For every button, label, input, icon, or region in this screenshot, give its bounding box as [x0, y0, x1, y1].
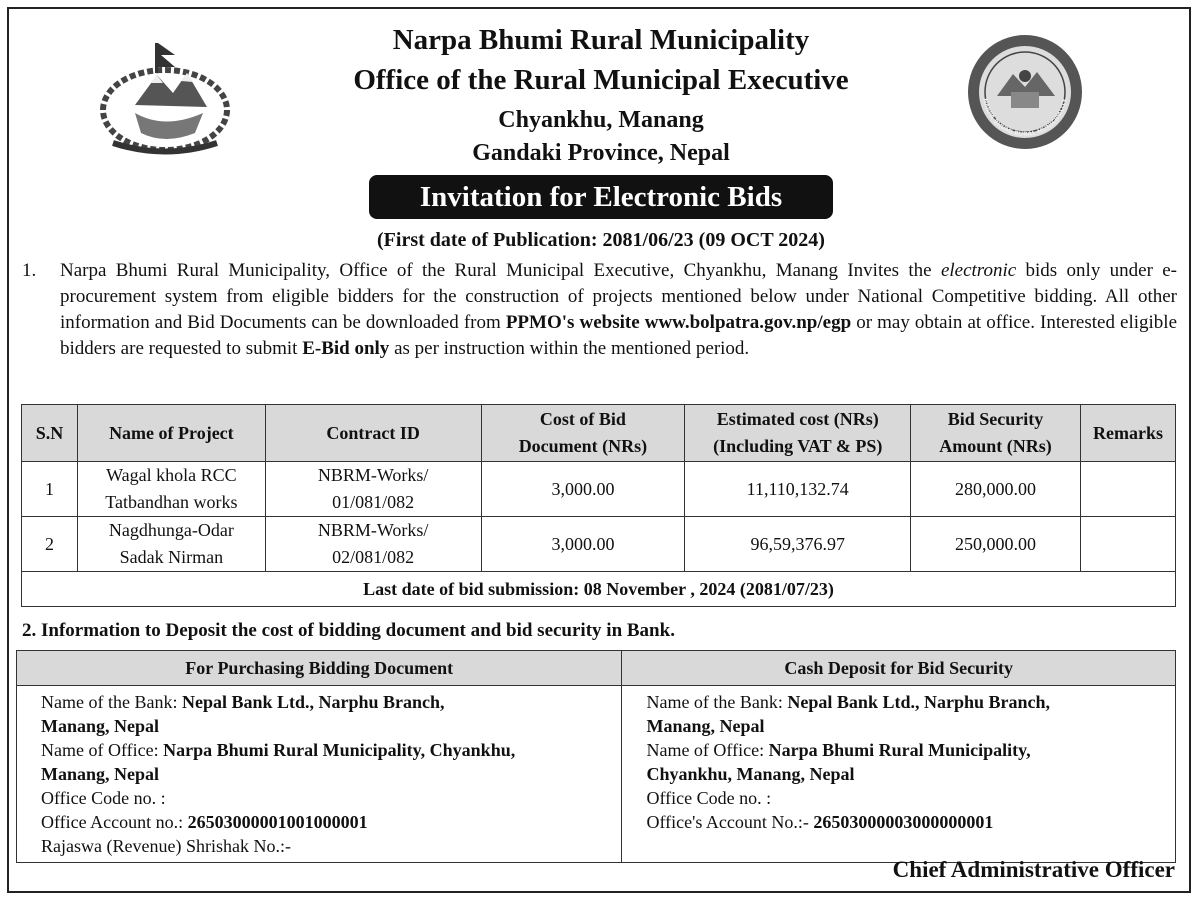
- cell-cost: 3,000.00: [481, 462, 685, 517]
- deposit-details: Name of the Bank: Nepal Bank Ltd., Narphu Branch, Manang, Nepal Name of Office: Narpa Bhumi Rural Municipality, Chyankhu, Manang, Nepal Office Code no. : Office's Account No.:- 26503000003000000001: [622, 686, 1176, 863]
- bank-name: Nepal Bank Ltd., Narphu Branch,: [787, 692, 1050, 712]
- section-2-title: 2. Information to Deposit the cost of bidding document and bid security in Bank.: [22, 620, 675, 641]
- col-header-contract: Contract ID: [265, 405, 481, 462]
- cell-remarks: [1080, 462, 1175, 517]
- invitation-paragraph: 1. Narpa Bhumi Rural Municipality, Office of the Rural Municipal Executive, Chyankhu, Manang Invites the electronic bids only under e-procurement system from eligible bidders for the construction of projects mentioned below under National Competitive bidding. All other information and Bid Documents can be downloaded from PPMO's website www.bolpatra.gov.np/egp or may obtain at office. Interested eligible bidders are requested to submit E-Bid only as per instruction within the mentioned period.: [22, 260, 1177, 359]
- office-name-value: Narpa Bhumi Rural Municipality,: [768, 740, 1031, 760]
- col-header-estimate: Estimated cost (NRs) (Including VAT & PS): [685, 405, 911, 462]
- office-code: Office Code no. :: [41, 788, 166, 808]
- table-row: [22, 517, 1176, 572]
- rajaswa-no: Rajaswa (Revenue) Shrishak No.:-: [41, 836, 291, 856]
- ppmo-website: PPMO's website www.bolpatra.gov.np/egp: [505, 312, 852, 333]
- purchasing-details: Name of the Bank: Nepal Bank Ltd., Narphu Branch, Manang, Nepal Name of Office: Narpa Bhumi Rural Municipality, Chyankhu, Manang, Nepal Office Code no. : Office Account no.: 26503000001001000001 Rajaswa (Revenue) Shrishak No.:-: [17, 686, 622, 863]
- account-number: 26503000001001000001: [187, 812, 368, 832]
- cell-remarks: [1080, 517, 1175, 572]
- col-header-remarks: Remarks: [1080, 405, 1175, 462]
- last-submission-date: Last date of bid submission: 08 November , 2024 (2081/07/23): [22, 572, 1176, 607]
- cell-contract: NBRM-Works/ 02/081/082: [265, 517, 481, 572]
- cell-estimate: 11,110,132.74: [685, 462, 911, 517]
- cell-project: Nagdhunga-Odar Sadak Nirman: [77, 517, 265, 572]
- office-code: Office Code no. :: [646, 788, 772, 808]
- last-date-row: [22, 572, 1176, 607]
- cell-security: 280,000.00: [911, 462, 1081, 517]
- col-header-security: Bid Security Amount (NRs): [911, 405, 1081, 462]
- cell-contract: NBRM-Works/ 01/081/082: [265, 462, 481, 517]
- cell-security: 250,000.00: [911, 517, 1081, 572]
- italic-electronic: electronic: [940, 260, 1017, 281]
- projects-table: [21, 404, 1176, 607]
- account-number: 26503000003000000001: [813, 812, 994, 832]
- publication-date: (First date of Publication: 2081/06/23 (09 OCT 2024): [377, 229, 825, 251]
- svg-text:NARPA BHUMI RURAL MUNICIPALITY: NARPA BHUMI RURAL MUNICIPALITY: [981, 97, 1069, 139]
- signatory-title: Chief Administrative Officer: [892, 857, 1175, 882]
- cell-sn: 1: [22, 462, 78, 517]
- cell-cost: 3,000.00: [481, 517, 685, 572]
- col-header-cost: Cost of Bid Document (NRs): [481, 405, 685, 462]
- municipality-name: Narpa Bhumi Rural Municipality: [392, 24, 810, 56]
- office-name: Office of the Rural Municipal Executive: [353, 64, 849, 96]
- table-row: [22, 462, 1176, 517]
- paragraph-number: 1.: [22, 260, 37, 281]
- col-header-purchasing: For Purchasing Bidding Document: [17, 651, 622, 686]
- province: Gandaki Province, Nepal: [472, 140, 730, 166]
- bank-name: Nepal Bank Ltd., Narphu Branch,: [181, 692, 445, 712]
- ebid-only: E-Bid only: [302, 338, 390, 359]
- bank-table-header-row: [17, 651, 1176, 686]
- col-header-deposit: Cash Deposit for Bid Security: [622, 651, 1176, 686]
- bank-details-row: [17, 686, 1176, 863]
- cell-sn: 2: [22, 517, 78, 572]
- cell-project: Wagal khola RCC Tatbandhan works: [77, 462, 265, 517]
- office-location: Chyankhu, Manang: [498, 107, 704, 133]
- col-header-project: Name of Project: [77, 405, 265, 462]
- notice-title: Invitation for Electronic Bids: [369, 175, 833, 219]
- col-header-sn: S.N: [22, 405, 78, 462]
- office-name-value: Narpa Bhumi Rural Municipality, Chyankhu,: [163, 740, 516, 760]
- bank-deposit-table: [16, 650, 1176, 863]
- cell-estimate: 96,59,376.97: [685, 517, 911, 572]
- table-header-row: [22, 405, 1176, 462]
